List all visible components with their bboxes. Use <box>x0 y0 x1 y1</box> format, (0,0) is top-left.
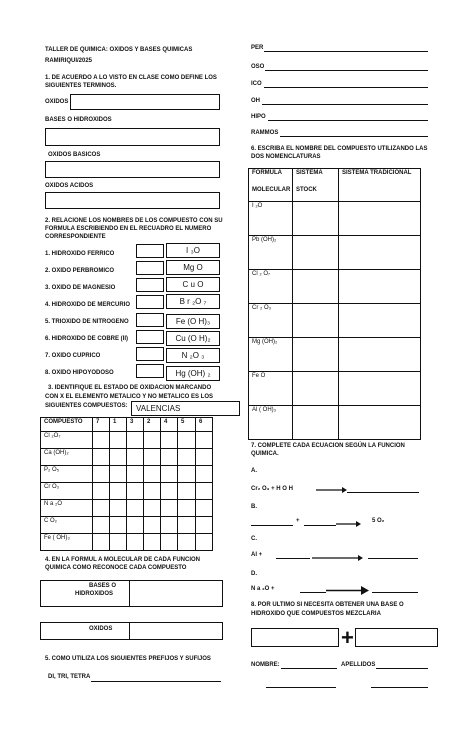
q4-heading-cont: QUIMICA COMO RECONOCE CADA COMPUESTO <box>45 565 187 571</box>
column-header: 7 <box>93 418 110 432</box>
eq-b-answer-line[interactable] <box>304 525 336 526</box>
q6-heading-cont: DOS NOMENCLATURAS <box>251 154 321 160</box>
bases-identify-box <box>40 580 223 607</box>
table-row <box>249 202 421 236</box>
affix-label: OH <box>251 98 260 104</box>
apellidos-line-2[interactable] <box>371 687 428 688</box>
eq-b-product: 5 O₂ <box>372 518 385 524</box>
column-header-stock-cont: STOCK <box>296 186 317 193</box>
compound-cell: P₂ O₅ <box>41 466 93 483</box>
affix-label: HIPO <box>251 114 266 120</box>
compound-cell: C O₂ <box>41 517 93 534</box>
q2-heading-cont2: CORRESPONDIENTE <box>45 234 106 240</box>
valencias-box: VALENCIAS <box>131 401 240 416</box>
affix-label: ICO <box>251 81 262 87</box>
q7-heading-cont: QUIMICA. <box>251 451 279 457</box>
reactant-box-1[interactable] <box>251 628 339 647</box>
match-formula: B r ₂O ₇ <box>166 294 220 309</box>
affix-answer-line[interactable] <box>264 51 428 52</box>
table-row <box>41 449 213 466</box>
q5-heading: 5. COMO UTILIZA LOS SIGUIENTES PREFIJOS Y SUFIJOS <box>45 656 211 662</box>
column-header-traditional: SISTEMA TRADICIONAL <box>339 169 421 202</box>
formula-cell: Pb (OH)₂ <box>249 236 293 270</box>
q5-prefixes: DI, TRI, TETRA <box>48 674 91 680</box>
eq-d-answer-line[interactable] <box>300 592 326 593</box>
match-formula: N ₂O ₃ <box>166 348 220 363</box>
bases-box-label-cont: HIDROXIDOS <box>75 591 114 597</box>
arrow-icon <box>336 520 362 528</box>
column-header-formula: FORMULA <box>252 170 282 176</box>
q5-answer-line[interactable] <box>91 681 221 682</box>
table-row <box>41 466 213 483</box>
affix-label: RAMMOS <box>251 130 279 136</box>
q8-heading: 8. POR ULTIMO SI NECESITA OBTENER UNA BASE O <box>251 602 404 608</box>
eq-b-plus: + <box>296 518 300 524</box>
table-row <box>249 270 421 304</box>
worksheet-title: TALLER DE QUIMICA: OXIDOS Y BASES QUIMICAS <box>45 47 193 53</box>
table-row <box>41 517 213 534</box>
match-formula: I ₃O <box>166 243 220 258</box>
oxidation-table <box>40 417 213 551</box>
affix-label: OSO <box>251 64 265 70</box>
match-formula: Hg (OH) ₂ <box>166 366 220 381</box>
formula-cell: Cl ₂ O₇ <box>249 270 293 304</box>
nombre-line[interactable] <box>281 668 337 669</box>
match-name: 4. HIDROXIDO DE MERCURIO <box>45 302 131 308</box>
arrow-icon <box>326 585 370 596</box>
eq-b-label: B. <box>251 504 257 510</box>
compound-cell: Ca (OH)₂ <box>41 449 93 466</box>
affix-label: PER <box>251 45 264 51</box>
column-header: 1 <box>110 418 127 432</box>
eq-a-label: A. <box>251 468 257 474</box>
bases-label: BASES O HIDROXIDOS <box>45 117 112 123</box>
q3-heading-cont2: SIGUIENTES COMPUESTOS: <box>45 403 128 409</box>
q8-heading-cont: HIDROXIDO QUE COMPUESTOS MEZCLARIA <box>251 611 381 617</box>
compound-cell: N a ₂O <box>41 500 93 517</box>
plus-sign: + <box>341 625 354 650</box>
q1-heading: 1. DE ACUERDO A LO VISTO EN CLASE COMO DEFINE LOS <box>45 75 217 81</box>
eq-c-answer-line[interactable] <box>276 558 310 559</box>
compound-cell: Cl ₂O₇ <box>41 432 93 449</box>
compound-cell: Fe ( OH)₃ <box>41 534 93 551</box>
bases-box-label: BASES O <box>89 583 117 589</box>
table-row <box>249 406 421 440</box>
match-formula: Fe (O H)₃ <box>166 314 220 329</box>
reactant-box-2[interactable] <box>355 628 438 647</box>
match-name: 5. TRIOXIDO DE NITROGENO <box>45 319 129 325</box>
oxidos-label: OXIDOS <box>45 99 69 105</box>
formula-cell: Al ( OH)₃ <box>249 406 293 440</box>
match-number-box[interactable] <box>136 244 164 258</box>
eq-a-answer-line[interactable] <box>347 492 419 493</box>
column-header: COMPUESTO <box>41 418 93 432</box>
match-formula: Cu (O H)₂ <box>166 331 220 346</box>
column-header-stock: SISTEMA <box>296 170 323 176</box>
q6-heading: 6. ESCRIBA EL NOMBRE DEL COMPUESTO UTILIZANDO LAS <box>251 146 428 152</box>
table-row <box>249 236 421 270</box>
affix-answer-line[interactable] <box>265 70 428 71</box>
match-number-box[interactable] <box>136 313 164 327</box>
match-formula: C u O <box>166 277 220 292</box>
column-header: 5 <box>178 418 196 432</box>
table-header-row <box>249 169 421 202</box>
q4-heading: 4. EN LA FORMUL A MOLECULAR DE CADA FUNCION <box>45 557 200 563</box>
column-header: 2 <box>144 418 161 432</box>
nombre-line-2[interactable] <box>266 687 336 688</box>
eq-d-answer-line[interactable] <box>372 592 418 593</box>
match-name: 2. OXIDO PERBROMICO <box>45 268 115 274</box>
q2-heading-cont: FORMULA ESCRIBIENDO EN EL RECUADRO EL NUMERO <box>45 226 212 232</box>
affix-answer-line[interactable] <box>268 120 428 121</box>
formula-cell: Cr ₂ O₃ <box>249 304 293 338</box>
q2-heading: 2. RELACIONE LOS NOMBRES DE LOS COMPUESTO CON SU <box>45 218 223 224</box>
match-number-box[interactable] <box>136 330 164 344</box>
table-row <box>41 483 213 500</box>
apellidos-line[interactable] <box>376 668 428 669</box>
affix-answer-line[interactable] <box>262 104 428 105</box>
q1-heading-cont: SIGUIENTES TERMINOS. <box>45 83 117 89</box>
oxidos-box-label: OXIDOS <box>89 626 113 632</box>
nomenclature-table <box>248 168 421 440</box>
column-header: 6 <box>196 418 213 432</box>
column-header <box>249 169 293 202</box>
column-header-formula-cont: MOLECULAR <box>252 186 291 193</box>
q7-heading: 7. COMPLETE CADA ECUACION SEGÚN LA FUNCION <box>251 443 405 449</box>
table-row <box>249 338 421 372</box>
eq-d-reactants: N a ₂O + <box>251 586 275 592</box>
table-row <box>41 432 213 449</box>
match-name: 1. HIDROXIDO FERRICO <box>45 251 115 257</box>
box-divider <box>129 622 130 640</box>
acidos-answer-box[interactable] <box>45 192 220 209</box>
eq-d-label: D. <box>251 571 257 577</box>
column-header: 3 <box>127 418 144 432</box>
match-name: 6. HIDROXIDO DE COBRE (II) <box>45 336 129 342</box>
nombre-label: NOMBRE: <box>251 662 280 668</box>
match-number-box[interactable] <box>136 278 164 292</box>
table-row <box>41 534 213 551</box>
eq-c-answer-line[interactable] <box>368 558 418 559</box>
table-row <box>249 372 421 406</box>
match-number-box[interactable] <box>136 347 164 361</box>
table-header-row <box>41 418 213 432</box>
eq-b-answer-line[interactable] <box>251 525 293 526</box>
formula-cell: Mg (OH)₂ <box>249 338 293 372</box>
match-name: 7. OXIDO CUPRICO <box>45 353 101 359</box>
formula-cell: Fe O <box>249 372 293 406</box>
affix-answer-line[interactable] <box>264 87 428 88</box>
eq-a-reactants: Cr₂ O₃ + H O H <box>251 486 293 492</box>
eq-c-reactants: Al + <box>251 552 263 558</box>
formula-cell: I ₂O <box>249 202 293 236</box>
match-number-box[interactable] <box>136 364 164 378</box>
basicos-label: OXIDOS BASICOS <box>48 152 101 158</box>
worksheet-subtitle: RAMIRIQUI/2025 <box>45 58 93 64</box>
q3-heading: 3. IDENTIFIQUE EL ESTADO DE OXIDACION MARCANDO <box>48 385 212 391</box>
affix-answer-line[interactable] <box>280 136 428 137</box>
basicos-answer-box[interactable] <box>45 161 220 178</box>
bases-answer-box[interactable] <box>45 128 220 146</box>
arrow-icon <box>312 554 364 562</box>
arrow-icon <box>316 486 348 494</box>
apellidos-label: APELLIDOS <box>341 662 376 668</box>
q3-heading-cont: CON X EL ELEMENTO METALICO Y NO METALICO ES LOS <box>45 394 214 400</box>
match-formula: Mg O <box>166 260 220 275</box>
oxidos-identify-box <box>40 622 223 640</box>
oxidos-answer-box[interactable] <box>70 94 220 110</box>
column-header: 4 <box>161 418 178 432</box>
column-header <box>293 169 339 202</box>
match-name: 3. OXIDO DE MAGNESIO <box>45 285 116 291</box>
table-row <box>41 500 213 517</box>
eq-c-label: C. <box>251 536 257 542</box>
match-name: 8. OXIDO HIPOYODOSO <box>45 370 114 376</box>
compound-cell: Cr O₃ <box>41 483 93 500</box>
match-number-box[interactable] <box>136 261 164 275</box>
table-row <box>249 304 421 338</box>
match-number-box[interactable] <box>136 295 164 309</box>
box-divider <box>129 580 130 607</box>
acidos-label: OXIDOS ACIDOS <box>45 183 94 189</box>
